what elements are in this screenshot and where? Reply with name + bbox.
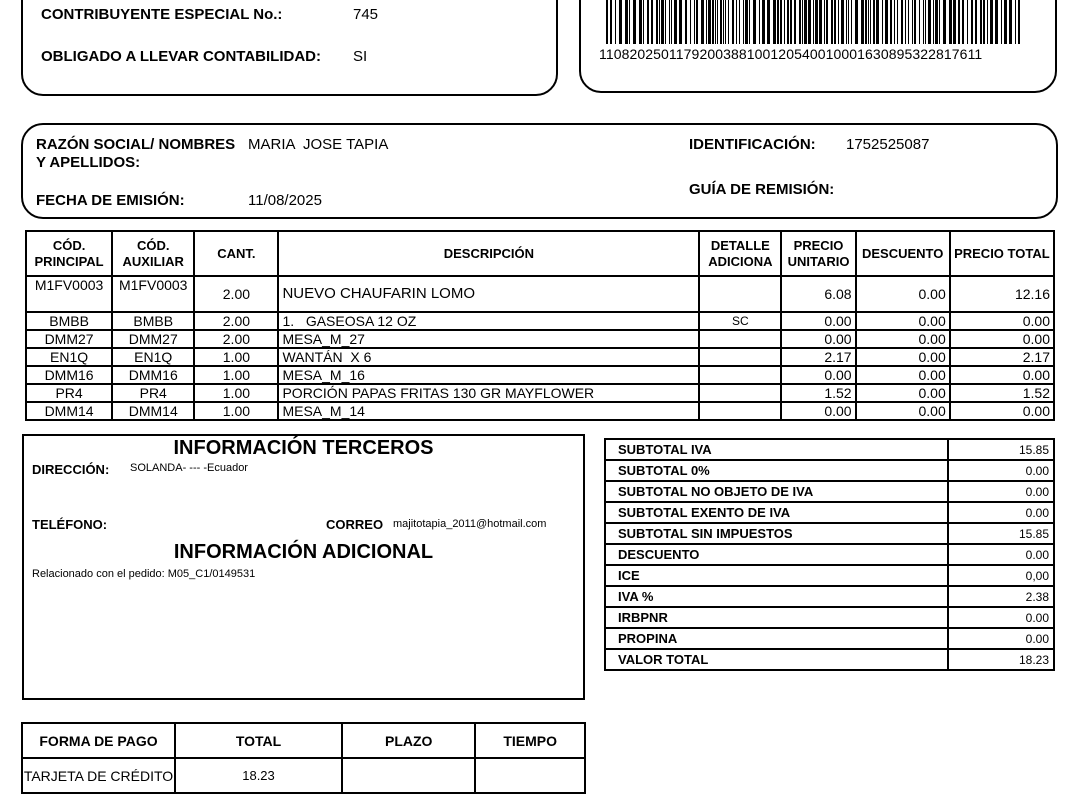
barcode-bar <box>665 0 666 44</box>
barcode-bar <box>728 0 729 44</box>
table-row <box>26 312 1054 330</box>
barcode-bar <box>908 0 909 44</box>
totals-row <box>605 439 1054 460</box>
email-label: CORREO <box>326 517 384 532</box>
cell-total: 0.00 <box>950 330 1054 348</box>
third-party-title: INFORMACIÓN TERCEROS <box>173 437 434 459</box>
barcode-bar <box>873 0 875 44</box>
cell-total: 12.16 <box>950 276 1054 312</box>
barcode-bar <box>619 0 622 44</box>
barcode-bar <box>643 0 644 44</box>
barcode-bar <box>610 0 612 44</box>
accounting-label: OBLIGADO A LLEVAR CONTABILIDAD: <box>41 48 321 65</box>
header-total: PRECIO TOTAL <box>950 231 1054 276</box>
cell-code: DMM27 <box>26 330 112 348</box>
cell-detail <box>699 348 781 366</box>
barcode-bar <box>905 0 906 44</box>
totals-label: DESCUENTO <box>605 544 948 565</box>
barcode-bar <box>787 0 789 44</box>
barcode-bar <box>826 0 828 44</box>
table-row <box>26 366 1054 384</box>
totals-label: SUBTOTAL EXENTO DE IVA <box>605 502 948 523</box>
phone-label: TELÉFONO: <box>32 517 108 532</box>
barcode-bar <box>696 0 698 44</box>
barcode-bar <box>971 0 973 44</box>
barcode-bar <box>995 0 998 44</box>
payment-total-value: 18.23 <box>175 758 342 793</box>
barcode-bar <box>615 0 616 44</box>
barcode-bar <box>870 0 871 44</box>
cell-disc: 0.00 <box>856 348 950 366</box>
barcode-bar <box>939 0 940 44</box>
barcode-bar <box>935 0 938 44</box>
cell-desc: MESA_M_27 <box>278 330 699 348</box>
cell-aux: M1FV0003 <box>112 276 194 312</box>
barcode-bar <box>629 0 630 44</box>
cell-total: 0.00 <box>950 402 1054 420</box>
totals-row <box>605 523 1054 544</box>
cell-detail <box>699 384 781 402</box>
table-row <box>26 276 1054 312</box>
customer-id-value: 1752525087 <box>846 136 930 153</box>
customer-id-label: IDENTIFICACIÓN: <box>689 136 816 153</box>
barcode-bar <box>894 0 895 44</box>
totals-value: 0.00 <box>948 460 1054 481</box>
totals-row <box>605 460 1054 481</box>
barcode-bar <box>679 0 682 44</box>
cell-code: EN1Q <box>26 348 112 366</box>
payment-method-header: FORMA DE PAGO <box>22 723 175 758</box>
table-row <box>26 384 1054 402</box>
barcode-bar <box>633 0 636 44</box>
totals-table <box>604 438 1055 671</box>
totals-label: SUBTOTAL NO OBJETO DE IVA <box>605 481 948 502</box>
totals-label: IVA % <box>605 586 948 607</box>
table-row <box>26 330 1054 348</box>
cell-total: 0.00 <box>950 366 1054 384</box>
cell-desc: WANTÁN X 6 <box>278 348 699 366</box>
cell-desc: NUEVO CHAUFARIN LOMO <box>278 276 699 312</box>
barcode-bar <box>701 0 704 44</box>
barcode-bar <box>958 0 960 44</box>
totals-label: SUBTOTAL 0% <box>605 460 948 481</box>
barcode <box>606 0 1020 44</box>
barcode-bar <box>739 0 740 44</box>
cell-detail <box>699 402 781 420</box>
barcode-bar <box>647 0 649 44</box>
cell-detail: SC <box>699 312 781 330</box>
barcode-bar <box>868 0 869 44</box>
totals-label: PROPINA <box>605 628 948 649</box>
barcode-bar <box>928 0 931 44</box>
barcode-bar <box>794 0 796 44</box>
cell-qty: 2.00 <box>194 276 278 312</box>
barcode-bar <box>625 0 628 44</box>
cell-disc: 0.00 <box>856 330 950 348</box>
barcode-bar <box>715 0 716 44</box>
barcode-bar <box>685 0 687 44</box>
cell-desc: MESA_M_14 <box>278 402 699 420</box>
remission-guide-label: GUÍA DE REMISIÓN: <box>689 181 835 198</box>
header-discount: DESCUENTO <box>856 231 950 276</box>
customer-name-value: MARIA JOSE TAPIA <box>248 136 389 153</box>
barcode-bar <box>767 0 770 44</box>
barcode-bar <box>780 0 782 44</box>
cell-unit: 2.17 <box>781 348 855 366</box>
totals-row <box>605 502 1054 523</box>
barcode-bar <box>914 0 916 44</box>
emission-date-value: 11/08/2025 <box>248 192 322 209</box>
cell-code: BMBB <box>26 312 112 330</box>
barcode-bar <box>799 0 801 44</box>
barcode-bar <box>990 0 993 44</box>
barcode-bar <box>639 0 642 44</box>
barcode-bar <box>923 0 924 44</box>
totals-row <box>605 586 1054 607</box>
barcode-number: 1108202501179200388100120540010001630895322817611 <box>599 46 983 62</box>
barcode-bar <box>1015 0 1016 44</box>
barcode-bar <box>745 0 748 44</box>
cell-aux: EN1Q <box>112 348 194 366</box>
barcode-bar <box>848 0 849 44</box>
cell-desc: 1. GASEOSA 12 OZ <box>278 312 699 330</box>
cell-aux: DMM16 <box>112 366 194 384</box>
barcode-bar <box>712 0 714 44</box>
totals-value: 0,00 <box>948 565 1054 586</box>
barcode-bar <box>813 0 814 44</box>
barcode-bar <box>962 0 964 44</box>
barcode-bar <box>897 0 898 44</box>
additional-info-title: INFORMACIÓN ADICIONAL <box>173 541 434 563</box>
items-table <box>25 230 1055 421</box>
totals-row <box>605 607 1054 628</box>
totals-label: SUBTOTAL IVA <box>605 439 948 460</box>
totals-value: 2.38 <box>948 586 1054 607</box>
payment-total-header: TOTAL <box>175 723 342 758</box>
cell-qty: 1.00 <box>194 402 278 420</box>
barcode-bar <box>784 0 785 44</box>
address-label: DIRECCIÓN: <box>32 462 110 477</box>
barcode-bar <box>831 0 833 44</box>
barcode-bar <box>882 0 883 44</box>
emission-date-label: FECHA DE EMISIÓN: <box>36 192 185 209</box>
barcode-bar <box>846 0 847 44</box>
barcode-bar <box>967 0 968 44</box>
totals-value: 0.00 <box>948 544 1054 565</box>
payment-table <box>21 722 586 794</box>
barcode-bar <box>659 0 660 44</box>
cell-unit: 0.00 <box>781 312 855 330</box>
barcode-bar <box>841 0 844 44</box>
barcode-bar <box>983 0 985 44</box>
cell-unit: 0.00 <box>781 366 855 384</box>
barcode-bar <box>987 0 988 44</box>
barcode-bar <box>824 0 825 44</box>
cell-code: DMM16 <box>26 366 112 384</box>
payment-term-value <box>342 758 475 793</box>
barcode-bar <box>651 0 653 44</box>
cell-disc: 0.00 <box>856 312 950 330</box>
barcode-bar <box>661 0 664 44</box>
totals-row <box>605 544 1054 565</box>
barcode-bar <box>720 0 722 44</box>
totals-row <box>605 649 1054 670</box>
cell-desc: PORCIÓN PAPAS FRITAS 130 GR MAYFLOWER <box>278 384 699 402</box>
payment-time-value <box>475 758 585 793</box>
cell-desc: MESA_M_16 <box>278 366 699 384</box>
barcode-bar <box>949 0 952 44</box>
payment-term-header: PLAZO <box>342 723 475 758</box>
barcode-bar <box>656 0 658 44</box>
cell-total: 2.17 <box>950 348 1054 366</box>
cell-qty: 2.00 <box>194 312 278 330</box>
barcode-bars <box>606 0 1020 44</box>
cell-detail <box>699 366 781 384</box>
email-value: majitotapia_2011@hotmail.com <box>393 518 547 530</box>
totals-value: 0.00 <box>948 628 1054 649</box>
barcode-bar <box>762 0 765 44</box>
totals-row <box>605 481 1054 502</box>
totals-row <box>605 628 1054 649</box>
barcode-bar <box>876 0 879 44</box>
barcode-bar <box>802 0 803 44</box>
barcode-bar <box>743 0 744 44</box>
cell-aux: DMM14 <box>112 402 194 420</box>
cell-code: PR4 <box>26 384 112 402</box>
barcode-bar <box>725 0 726 44</box>
totals-value: 15.85 <box>948 523 1054 544</box>
barcode-bar <box>690 0 691 44</box>
totals-value: 0.00 <box>948 607 1054 628</box>
totals-row <box>605 565 1054 586</box>
cell-qty: 1.00 <box>194 384 278 402</box>
barcode-bar <box>723 0 724 44</box>
barcode-bar <box>753 0 756 44</box>
payment-time-header: TIEMPO <box>475 723 585 758</box>
customer-name-label: RAZÓN SOCIAL/ NOMBRES <box>36 136 236 153</box>
cell-disc: 0.00 <box>856 276 950 312</box>
totals-value: 15.85 <box>948 439 1054 460</box>
totals-label: ICE <box>605 565 948 586</box>
barcode-bar <box>749 0 750 44</box>
barcode-bar <box>1009 0 1012 44</box>
barcode-bar <box>861 0 864 44</box>
barcode-bar <box>732 0 734 44</box>
cell-disc: 0.00 <box>856 384 950 402</box>
barcode-bar <box>669 0 670 44</box>
barcode-bar <box>819 0 822 44</box>
totals-value: 18.23 <box>948 649 1054 670</box>
barcode-bar <box>694 0 695 44</box>
barcode-bar <box>717 0 718 44</box>
barcode-bar <box>925 0 926 44</box>
barcode-bar <box>808 0 811 44</box>
barcode-bar <box>773 0 776 44</box>
barcode-bar <box>890 0 892 44</box>
header-code-main: CÓD. PRINCIPAL <box>26 231 112 276</box>
barcode-bar <box>885 0 888 44</box>
barcode-bar <box>855 0 858 44</box>
header-qty: CANT. <box>194 231 278 276</box>
barcode-bar <box>804 0 807 44</box>
totals-label: IRBPNR <box>605 607 948 628</box>
special-taxpayer-label: CONTRIBUYENTE ESPECIAL No.: <box>41 6 283 23</box>
cell-disc: 0.00 <box>856 402 950 420</box>
header-detail: DETALLE ADICIONA <box>699 231 781 276</box>
totals-value: 0.00 <box>948 481 1054 502</box>
cell-detail <box>699 330 781 348</box>
barcode-bar <box>736 0 737 44</box>
cell-aux: PR4 <box>112 384 194 402</box>
barcode-bar <box>901 0 903 44</box>
barcode-bar <box>777 0 779 44</box>
cell-qty: 1.00 <box>194 348 278 366</box>
cell-code: M1FV0003 <box>26 276 112 312</box>
table-row <box>26 348 1054 366</box>
barcode-bar <box>708 0 711 44</box>
payment-method-value: TARJETA DE CRÉDITO <box>22 758 175 793</box>
barcode-bar <box>1004 0 1007 44</box>
customer-name-label-2: Y APELLIDOS: <box>36 154 141 171</box>
header-code-aux: CÓD. AUXILIAR <box>112 231 194 276</box>
cell-unit: 1.52 <box>781 384 855 402</box>
barcode-bar <box>671 0 672 44</box>
barcode-bar <box>975 0 977 44</box>
header-unit-price: PRECIO UNITARIO <box>781 231 855 276</box>
cell-unit: 0.00 <box>781 330 855 348</box>
table-row <box>26 402 1054 420</box>
totals-label: VALOR TOTAL <box>605 649 948 670</box>
barcode-bar <box>865 0 867 44</box>
totals-value: 0.00 <box>948 502 1054 523</box>
barcode-bar <box>674 0 677 44</box>
barcode-bar <box>851 0 852 44</box>
barcode-bar <box>815 0 818 44</box>
barcode-bar <box>834 0 836 44</box>
barcode-bar <box>706 0 707 44</box>
cell-qty: 1.00 <box>194 366 278 384</box>
barcode-bar <box>943 0 946 44</box>
cell-unit: 6.08 <box>781 276 855 312</box>
barcode-bar <box>912 0 913 44</box>
barcode-bar <box>838 0 839 44</box>
cell-qty: 2.00 <box>194 330 278 348</box>
totals-label: SUBTOTAL SIN IMPUESTOS <box>605 523 948 544</box>
barcode-bar <box>953 0 956 44</box>
cell-aux: BMBB <box>112 312 194 330</box>
cell-disc: 0.00 <box>856 366 950 384</box>
barcode-bar <box>919 0 920 44</box>
cell-detail <box>699 276 781 312</box>
cell-unit: 0.00 <box>781 402 855 420</box>
barcode-bar <box>759 0 760 44</box>
cell-total: 1.52 <box>950 384 1054 402</box>
accounting-value: SI <box>353 48 368 65</box>
address-value: SOLANDA- --- -Ecuador <box>130 462 248 474</box>
additional-info-text: Relacionado con el pedido: M05_C1/0149531 <box>32 568 256 580</box>
barcode-bar <box>980 0 982 44</box>
barcode-bar <box>606 0 608 44</box>
cell-total: 0.00 <box>950 312 1054 330</box>
header-description: DESCRIPCIÓN <box>278 231 699 276</box>
special-taxpayer-value: 745 <box>353 6 379 23</box>
barcode-bar <box>933 0 934 44</box>
barcode-bar <box>1001 0 1002 44</box>
barcode-bar <box>1018 0 1020 44</box>
cell-code: DMM14 <box>26 402 112 420</box>
barcode-bar <box>790 0 792 44</box>
cell-aux: DMM27 <box>112 330 194 348</box>
